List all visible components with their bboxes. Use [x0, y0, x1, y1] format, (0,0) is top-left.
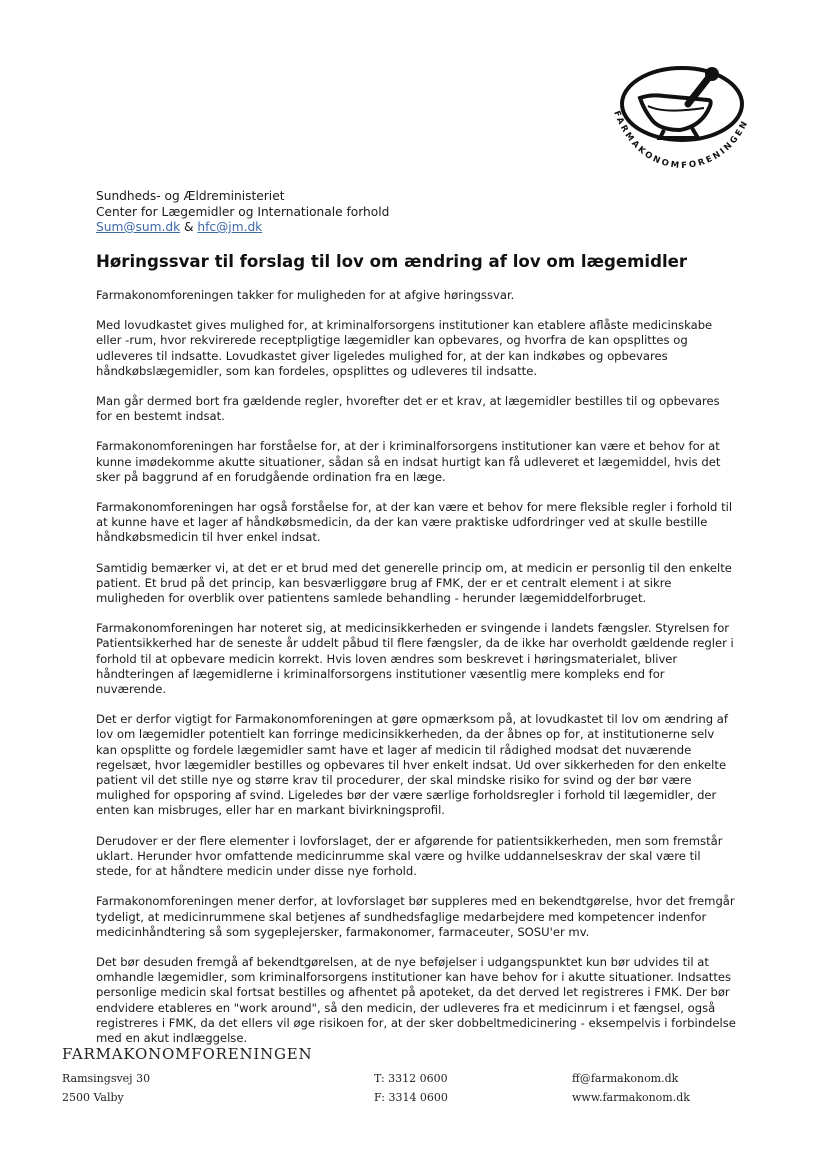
footer-website: www.farmakonom.dk	[572, 1091, 690, 1104]
email-line	[96, 220, 389, 236]
footer-email: ff@farmakonom.dk	[572, 1072, 679, 1085]
footer-street: Ramsingsvej 30	[62, 1072, 151, 1085]
addressee-block	[96, 189, 389, 236]
paragraph: Samtidig bemærker vi, at det er et brud med det generelle princip om, at medicin er personlig til den enkelte patient. Et brud på det princip, kan besværliggøre brug af FMK, der er et centralt element i at sikre muligheden for overblik over patientens samlede behandling - herunder lægemiddelforbruget.	[96, 560, 732, 606]
footer-org-name: FARMAKONOMFORENINGEN	[62, 1045, 313, 1063]
farmakonomforeningen-logo	[604, 62, 760, 178]
paragraph: Farmakonomforeningen takker for muligheden for at afgive høringssvar.	[96, 288, 515, 302]
department-name: Center for Lægemidler og Internationale forhold	[96, 204, 390, 219]
paragraph: Farmakonomforeningen har også forståelse for, at der kan være et behov for mere fleksible regler i forhold til at kunne have et lager af håndkøbsmedicin, da der kan være praktiske udfordringer ved at skulle bestille håndkøbsmedicin til hver enkel indsat.	[96, 500, 733, 545]
paragraph: Man går dermed bort fra gældende regler, hvorefter det er et krav, at lægemidler bestilles til og opbevares for en bestemt indsat.	[96, 394, 720, 424]
footer-city: 2500 Valby	[62, 1091, 124, 1104]
paragraph: Det bør desuden fremgå af bekendtgørelsen, at de nye beføjelser i udgangspunktet kun bør udvides til at omhandle lægemidler, som kriminalforsorgens institutioner kan have behov for i akutte situationer. Indsattes personlige medicin skal fortsat bestilles og afhentet på apoteket, da det derved let registreres i FMK. Der bør endvidere etableres en "work around", så den medicin, der udleveres fra et medicinrum i et fængsel, også registreres i FMK, da det ellers vil øge risikoen for, at der sker dobbeltmedicinering - eksempelvis i forbindelse med en akut indlæggelse.	[96, 954, 736, 1045]
mortar-pestle-icon	[604, 62, 760, 178]
document-body	[96, 288, 736, 1061]
paragraph: Farmakonomforeningen har forståelse for, at der i kriminalforsorgens institutioner kan være et behov for at kunne imødekomme akutte situationer, sådan så en indsat hurtigt kan få udleveret et lægemiddel, hvis det sker på baggrund af en forudgående ordination fra en læge.	[96, 439, 721, 484]
paragraph: Det er derfor vigtigt for Farmakonomforeningen at gøre opmærksom på, at lovudkastet til lov om ændring af lov om lægemidler potentielt kan forringe medicinsikkerheden, da der åbnes op for, at institutionerne selv kan opsplitte og fordele lægemidler samt have et lager af medicin til rådighed modsat det nuværende regelsæt, hvor lægemidler bestilles og opbevares til hver enkelt indsat. Ud over sikkerheden for den enkelte patient vil det stille nye og større krav til procedurer, der skal mindske risiko for svind og der bør være mulighed for opsporing af svind. Ligeledes bør der være særlige forholdsregler i forhold til lægemidler, der enten kan misbruges, eller har en markant bivirkningsprofil.	[96, 712, 728, 818]
email-separator: &	[180, 220, 198, 234]
footer-phone: T: 3312 0600	[374, 1072, 448, 1085]
email-link-sum[interactable]: Sum@sum.dk	[96, 220, 181, 234]
logo-text: FARMAKONOMFORENINGEN	[611, 109, 752, 172]
paragraph: Farmakonomforeningen mener derfor, at lovforslaget bør suppleres med en bekendtgørelse, hvor det fremgår tydeligt, at medicinrummene skal betjenes af sundhedsfaglige medarbejdere med kompetencer indenfor medicinhåndtering så som sygeplejersker, farmakonomer, farmaceuter, SOSU'er mv.	[96, 894, 735, 939]
paragraph: Derudover er der flere elementer i lovforslaget, der er afgørende for patientsikkerheden, men som fremstår uklart. Herunder hvor omfattende medicinrumme skal være og hvilke uddannelseskrav der skal være til stede, for at håndtere medicin under disse nye forhold.	[96, 833, 723, 879]
email-link-jm[interactable]: hfc@jm.dk	[197, 220, 263, 234]
document-title: Høringssvar til forslag til lov om ændring af lov om lægemidler	[96, 252, 688, 271]
paragraph: Med lovudkastet gives mulighed for, at kriminalforsorgens institutioner kan etablere aflåste medicinskabe eller -rum, hvor rekvirerede receptpligtige lægemidler kan opbevares, og hvorfra de kan opsplittes og udleveres til indsatte. Lovudkastet giver ligeledes mulighed for, at der kan indkøbes og opbevares håndkøbslægemidler, som kan fordeles, opsplittes og udleveres til indsatte.	[96, 318, 713, 378]
footer-fax: F: 3314 0600	[374, 1091, 448, 1104]
ministry-name: Sundheds- og Ældreministeriet	[96, 189, 285, 203]
paragraph: Farmakonomforeningen har noteret sig, at medicinsikkerheden er svingende i landets fængsler. Styrelsen for Patientsikkerhed har de seneste år uddelt påbud til flere fængsler, da de ikke har overholdt gældende regler i forhold til at opbevare medicin korrekt. Hvis loven ændres som beskrevet i høringsmaterialet, bliver håndteringen af lægemidlerne i kriminalforsorgens institutioner væsentlig mere kompleks end for nuværende.	[96, 621, 734, 697]
